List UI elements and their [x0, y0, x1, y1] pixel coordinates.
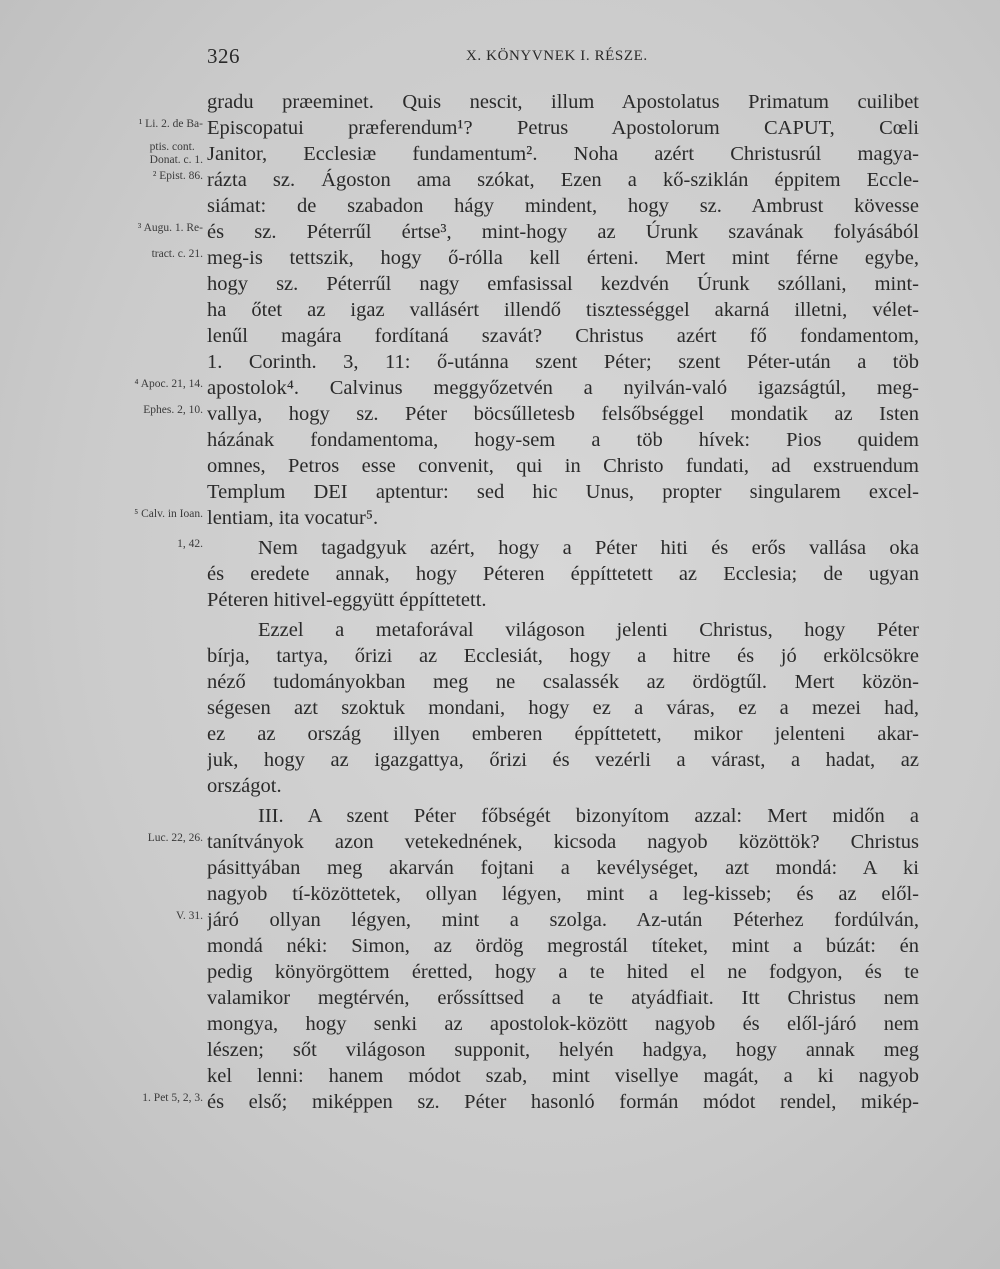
line-text: országot. [207, 775, 282, 797]
text-line [0, 643, 1000, 669]
margin-note [153, 170, 203, 183]
text-line [0, 297, 1000, 323]
line-text: lészen; sőt világoson supponit, helyén hadgya, hogy annak meg [207, 1039, 919, 1061]
text-line [0, 193, 1000, 219]
text-line [0, 535, 1000, 561]
margin-note-text: ⁴ Apoc. 21, 14. [134, 378, 203, 390]
line-text: vallya, hogy sz. Péter böcsűlletesb felsőbséggel mondatik az Isten [207, 403, 919, 425]
line-text: omnes, Petros esse convenit, qui in Christo fundati, ad exstruendum [207, 455, 919, 477]
text-line [0, 721, 1000, 747]
margin-note [150, 141, 203, 167]
text-line [0, 803, 1000, 829]
line-text: pásittyában meg akarván fojtani a kevélységet, azt mondá: A ki [207, 857, 919, 879]
line-text: házának fondamentoma, hogy-sem a töb hívek: Pios quidem [207, 429, 919, 451]
margin-note-text: 1, 42. [177, 538, 203, 550]
margin-note-text: Donat. c. 1. [149, 154, 203, 166]
text-line [0, 695, 1000, 721]
margin-note-text: ³ Augu. 1. Re- [137, 222, 203, 234]
text-line [0, 271, 1000, 297]
line-text: gradu præeminet. Quis nescit, illum Apostolatus Primatum cuilibet [207, 91, 919, 113]
text-line [0, 349, 1000, 375]
text-line [0, 479, 1000, 505]
text-line [0, 907, 1000, 933]
line-text: Janitor, Ecclesiæ fundamentum². Noha azért Christusrúl magya- [207, 143, 919, 165]
text-line [0, 617, 1000, 643]
text-line [0, 933, 1000, 959]
line-text: apostolok⁴. Calvinus meggyőzetvén a nyilván-való igazságtúl, meg- [207, 377, 919, 399]
line-text: mondá néki: Simon, az ördög megrostál títeket, mint a búzát: én [207, 935, 919, 957]
line-text: bírja, tartya, őrizi az Ecclesiát, hogy a hitre és jó erkölcsökre [207, 645, 919, 667]
text-line [0, 453, 1000, 479]
line-text: 1. Corinth. 3, 11: ő-utánna szent Péter; szent Péter-után a töb [207, 351, 919, 373]
text-line [0, 375, 1000, 401]
text-line [0, 141, 1000, 167]
page-body [0, 89, 1000, 1115]
text-line [0, 115, 1000, 141]
line-text: siámat: de szabadon hágy mindent, hogy sz. Ambrust kövesse [207, 195, 919, 217]
margin-note [142, 1092, 203, 1105]
line-text: hogy sz. Péterrűl nagy emfasissal kezdvén Úrunk szóllani, mint- [207, 273, 919, 295]
line-text: pedig könyörgöttem éretted, hogy a te hited el ne fodgyon, és te [207, 961, 919, 983]
margin-note-text: ptis. cont. [149, 141, 195, 153]
text-line [0, 855, 1000, 881]
line-text: Nem tagadgyuk azért, hogy a Péter hiti és erős vallása oka [258, 537, 919, 559]
line-text: III. A szent Péter főbségét bizonyítom azzal: Mert midőn a [258, 805, 919, 827]
text-line [0, 587, 1000, 613]
margin-note-text: ⁵ Calv. in Ioan. [134, 508, 203, 520]
line-text: ez az ország illyen emberen éppíttetett, mikor jelenteni akar- [207, 723, 919, 745]
margin-note [134, 508, 203, 521]
margin-note [152, 248, 203, 261]
line-text: és eredete annak, hogy Péteren éppíttetett az Ecclesia; de ugyan [207, 563, 919, 585]
line-text: tanítványok azon vetekednének, kicsoda nagyob közöttök? Christus [207, 831, 919, 853]
line-text: és sz. Péterrűl értse³, mint-hogy az Úrunk szavának folyásából [207, 221, 919, 243]
text-line [0, 1011, 1000, 1037]
text-line [0, 401, 1000, 427]
text-line [0, 1063, 1000, 1089]
text-line [0, 323, 1000, 349]
margin-note [138, 222, 203, 235]
line-text: Templum DEI aptentur: sed hic Unus, propter singularem excel- [207, 481, 919, 503]
text-line [0, 245, 1000, 271]
margin-note [134, 378, 203, 391]
text-line [0, 561, 1000, 587]
margin-note [139, 118, 203, 131]
text-line [0, 985, 1000, 1011]
page-header [0, 44, 1000, 74]
margin-note-text: Luc. 22, 26. [147, 832, 203, 844]
text-line [0, 219, 1000, 245]
line-text: lentiam, ita vocatur⁵. [207, 507, 379, 529]
margin-note [148, 832, 203, 845]
margin-note-text: Ephes. 2, 10. [143, 404, 203, 416]
line-text: kel lenni: hanem módot szab, mint visellye magát, a ki nagyob [207, 1065, 919, 1087]
text-line [0, 89, 1000, 115]
line-text: Episcopatui præferendum¹? Petrus Apostolorum CAPUT, Cœli [207, 117, 919, 139]
text-line [0, 1089, 1000, 1115]
line-text: rázta sz. Ágoston ama szókat, Ezen a kő-sziklán éppitem Eccle- [207, 169, 919, 191]
margin-note-text: ² Epist. 86. [152, 170, 203, 182]
line-text: járó ollyan légyen, mint a szolga. Az-után Péterhez fordúlván, [207, 909, 919, 931]
line-text: néző tudományokban meg ne csalassék az ördögtűl. Mert közön- [207, 671, 919, 693]
page-number: 326 [207, 44, 240, 68]
text-line [0, 773, 1000, 799]
line-text: lenűl magára fordítaná szavát? Christus azért fő fondamentom, [207, 325, 919, 347]
margin-note-text: V. 31. [176, 910, 203, 922]
text-line [0, 747, 1000, 773]
text-line [0, 669, 1000, 695]
text-line [0, 829, 1000, 855]
text-line [0, 959, 1000, 985]
line-text: valamikor megtérvén, erőssíttsed a te atyádfiait. Itt Christus nem [207, 987, 919, 1009]
line-text: nagyob tí-közöttetek, ollyan légyen, mint a leg-kisseb; és az elől- [207, 883, 919, 905]
margin-note [177, 538, 203, 551]
text-line [0, 881, 1000, 907]
line-text: juk, hogy az igazgattya, őrizi és vezérli a várast, a hadat, az [207, 749, 919, 771]
text-line [0, 427, 1000, 453]
line-text: és első; miképpen sz. Péter hasonló formán módot rendel, mikép- [207, 1091, 919, 1113]
running-head: X. KÖNYVNEK I. RÉSZE. [466, 48, 648, 64]
margin-note [143, 404, 203, 417]
margin-note [176, 910, 203, 923]
line-text: Péteren hitivel-eggyütt éppíttetett. [207, 589, 487, 611]
line-text: mongya, hogy senki az apostolok-között nagyob és elől-járó nem [207, 1013, 919, 1035]
text-line [0, 167, 1000, 193]
margin-note-text: 1. Pet 5, 2, 3. [142, 1092, 203, 1104]
text-line [0, 505, 1000, 531]
line-text: ha őtet az igaz vallásért illendő tisztességgel akarná illetni, vélet- [207, 299, 919, 321]
line-text: Ezzel a metaforával világoson jelenti Christus, hogy Péter [258, 619, 919, 641]
margin-note-text: tract. c. 21. [151, 248, 203, 260]
line-text: ségesen azt szoktuk mondani, hogy ez a váras, ez a mezei had, [207, 697, 919, 719]
text-line [0, 1037, 1000, 1063]
margin-note-text: ¹ Li. 2. de Ba- [138, 118, 203, 130]
line-text: meg-is tettszik, hogy ő-rólla kell érteni. Mert mint férne egybe, [207, 247, 919, 269]
